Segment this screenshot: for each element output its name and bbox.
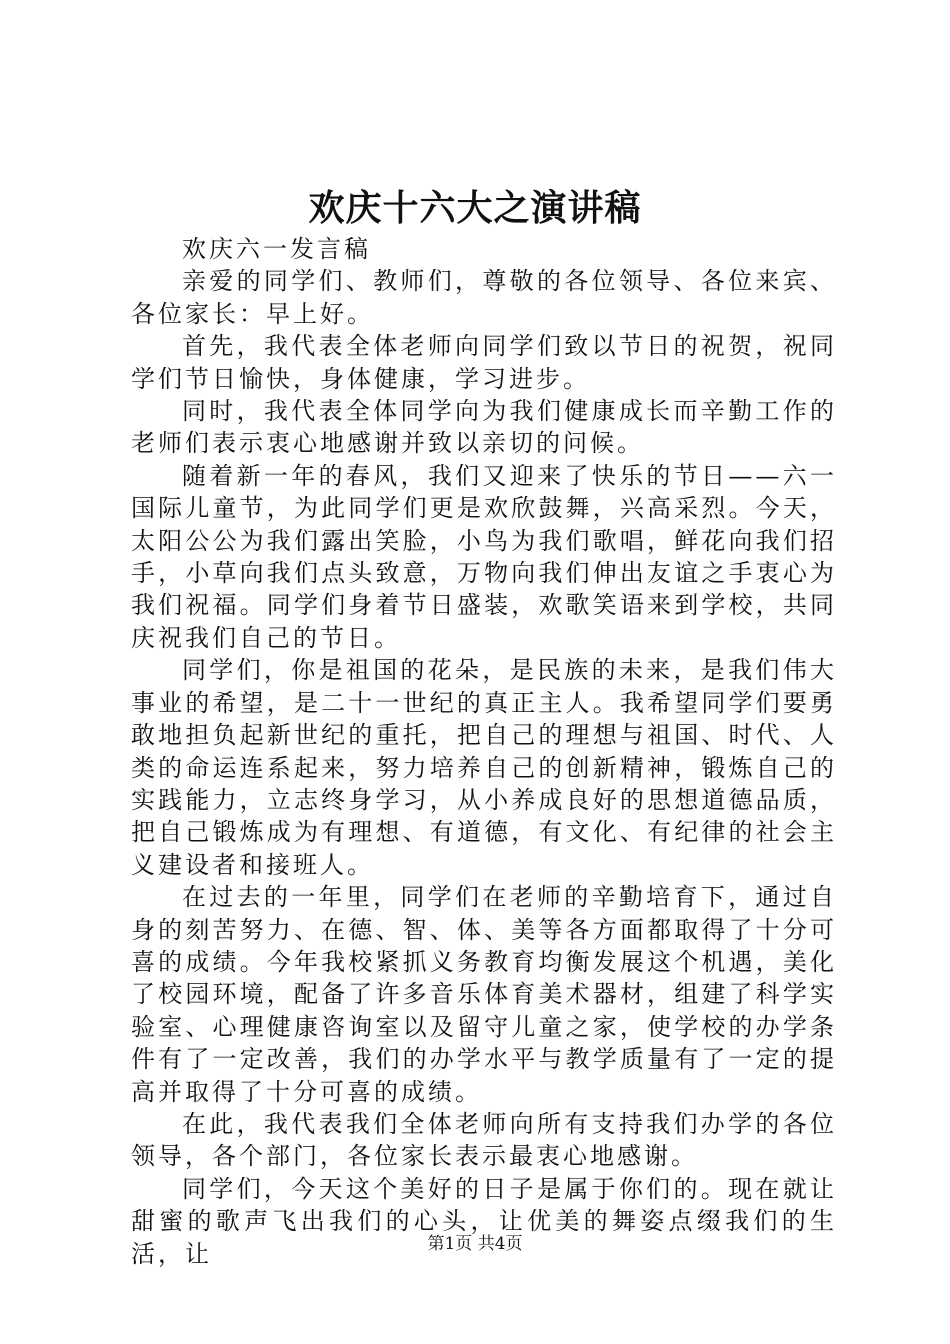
paragraph: 同时，我代表全体同学向为我们健康成长而辛勤工作的老师们表示衷心地感谢并致以亲切的问候。 <box>131 397 837 458</box>
page-footer: 第1页 共4页 <box>427 1234 523 1254</box>
paragraph: 亲爱的同学们、教师们，尊敬的各位领导、各位来宾、各位家长：早上好。 <box>131 267 837 328</box>
paragraph: 随着新一年的春风，我们又迎来了快乐的节日——六一国际儿童节，为此同学们更是欢欣鼓舞，兴高采烈。今天，太阳公公为我们露出笑脸，小鸟为我们歌唱，鲜花向我们招手，小草向我们点头致意，万物向我们伸出友谊之手衷心为我们祝福。同学们身着节日盛装，欢歌笑语来到学校，共同庆祝我们自己的节日。 <box>131 461 837 652</box>
document-title: 欢庆十六大之演讲稿 <box>308 187 642 229</box>
paragraph: 在过去的一年里，同学们在老师的辛勤培育下，通过自身的刻苦努力、在德、智、体、美等各方面都取得了十分可喜的成绩。今年我校紧抓义务教育均衡发展这个机遇，美化了校园环境，配备了许多音乐体育美术器材，组建了科学实验室、心理健康咨询室以及留守儿童之家，使学校的办学条件有了一定改善，我们的办学水平与教学质量有了一定的提高并取得了十分可喜的成绩。 <box>131 883 837 1106</box>
paragraph: 在此，我代表我们全体老师向所有支持我们办学的各位领导，各个部门，各位家长表示最衷心地感谢。 <box>131 1109 837 1171</box>
document-body <box>131 233 837 1270</box>
paragraph: 欢庆六一发言稿 <box>182 235 371 263</box>
paragraph: 同学们，今天这个美好的日子是属于你们的。现在就让甜蜜的歌声飞出我们的心头，让优美的舞姿点缀我们的生活，让 <box>131 1174 837 1268</box>
paragraph: 同学们，你是祖国的花朵，是民族的未来，是我们伟大事业的希望，是二十一世纪的真正主人。我希望同学们要勇敢地担负起新世纪的重托，把自己的理想与祖国、时代、人类的命运连系起来，努力培养自己的创新精神，锻炼自己的实践能力，立志终身学习，从小养成良好的思想道德品质，把自己锻炼成为有理想、有道德，有文化、有纪律的社会主义建设者和接班人。 <box>131 656 837 879</box>
paragraph: 首先，我代表全体老师向同学们致以节日的祝贺，祝同学们节日愉快，身体健康，学习进步。 <box>131 332 837 393</box>
